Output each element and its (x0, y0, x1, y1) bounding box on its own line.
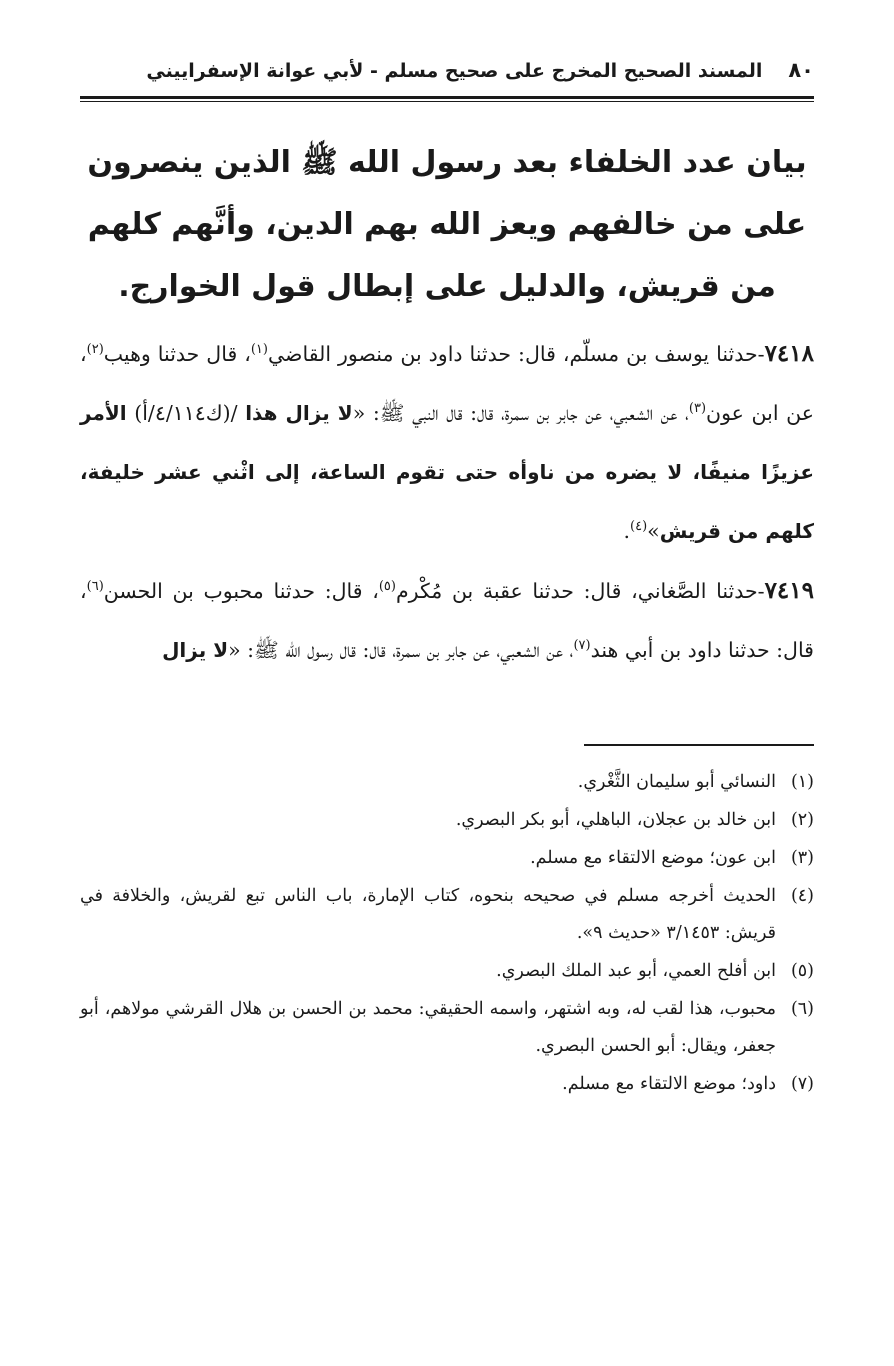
footnote-ref: (١) (250, 342, 268, 358)
isnad-text: -حدثنا الصَّغاني، قال: حدثنا عقبة بن مُكْرم (395, 579, 765, 603)
hadith-7418 (80, 324, 814, 561)
footnote-ref: (٥) (378, 579, 396, 595)
footnote-item (80, 840, 814, 877)
footnote-number: (٦) (790, 999, 814, 1019)
footnote-text: ابن عون؛ موضع الالتقاء مع مسلم. (530, 848, 776, 868)
header-rule (80, 96, 814, 102)
footnote-item (80, 878, 814, 952)
footnote-text: النسائي أبو سليمان الثَّغْري. (577, 772, 776, 792)
isnad-text: ، عن الشعبي، عن جابر بن سمرة، قال: قال النبي ﷺ: « (352, 401, 689, 425)
footnote-item (80, 802, 814, 839)
main-text (80, 324, 814, 680)
footnote-number: (٥) (790, 961, 814, 981)
footnote-ref: (٤) (630, 519, 648, 535)
quote-close: » (647, 519, 660, 543)
matn-text: الأمر عزيزًا منيفًا، لا يضره من ناوأه حتى تقوم الساعة، إلى اثْني عشر خليفة، كلهم من قريش (80, 401, 814, 543)
footnote-item (80, 991, 814, 1065)
footnote-text: محبوب، هذا لقب له، وبه اشتهر، واسمه الحقيقي: محمد بن الحسن بن هلال القرشي مولاهم، أبو جعفر، ويقال: أبو الحسن البصري. (80, 999, 776, 1056)
footnote-number: (٧) (790, 1074, 814, 1094)
footnote-number: (٤) (790, 886, 814, 906)
footnote-number: (٣) (790, 848, 814, 868)
hadith-7419 (80, 561, 814, 680)
footnote-ref: (٣) (688, 401, 707, 417)
matn-text: لا يزال (162, 638, 229, 662)
chapter-title: بيان عدد الخلفاء بعد رسول الله ﷺ الذين ينصرون على من خالفهم ويعز الله بهم الدين، وأنَّهم كلهم من قريش، والدليل على إبطال قول الخوارج. (87, 145, 807, 304)
isnad-text: ، قال حدثنا وهيب (103, 342, 251, 366)
footnote-text: ابن خالد بن عجلان، الباهلي، أبو بكر البصري. (455, 810, 776, 830)
footnote-ref: (٢) (86, 342, 104, 358)
isnad-text: ، قال: حدثنا داود بن أبي هند (80, 579, 814, 662)
footnote-text: الحديث أخرجه مسلم في صحيحه بنحوه، كتاب الإمارة، باب الناس تبع لقريش، والخلافة في قريش: ٣/١٤٥٣ «حديث ٩». (80, 886, 776, 943)
footnote-number: (٢) (790, 810, 814, 830)
footnote-ref: (٦) (86, 579, 104, 595)
footnote-item (80, 764, 814, 801)
isnad-text: ، قال: حدثنا محبوب بن الحسن (103, 579, 379, 603)
hadith-number: ٧٤١٩ (764, 577, 814, 604)
isnad-text: ، عن ابن عون (80, 342, 815, 425)
footnote-text: ابن أفلح العمي، أبو عبد الملك البصري. (496, 961, 776, 981)
manuscript-page-ref: /(ك٤/١١٤/أ) (126, 401, 246, 425)
footnote-text: داود؛ موضع الالتقاء مع مسلم. (562, 1074, 776, 1094)
isnad-text: ، عن الشعبي، عن جابر بن سمرة، قال: قال رسول الله ﷺ: « (228, 638, 574, 662)
sentence-end: . (623, 519, 630, 543)
page-number: ٨٠ (788, 58, 814, 82)
footnote-separator (584, 744, 814, 746)
footnotes-list (80, 764, 814, 1103)
running-header (80, 58, 814, 94)
hadith-number: ٧٤١٨ (764, 340, 814, 367)
footnote-item (80, 1066, 814, 1103)
footnote-item (80, 953, 814, 990)
isnad-text: -حدثنا يوسف بن مسلّم، قال: حدثنا داود بن منصور القاضي (267, 342, 765, 366)
book-page (80, 58, 814, 1104)
footnote-ref: (٧) (573, 638, 591, 654)
footnote-number: (١) (790, 772, 814, 792)
matn-text: لا يزال هذا (245, 401, 353, 425)
running-title: المسند الصحيح المخرج على صحيح مسلم - لأبي عوانة الإسفراييني (146, 60, 763, 82)
